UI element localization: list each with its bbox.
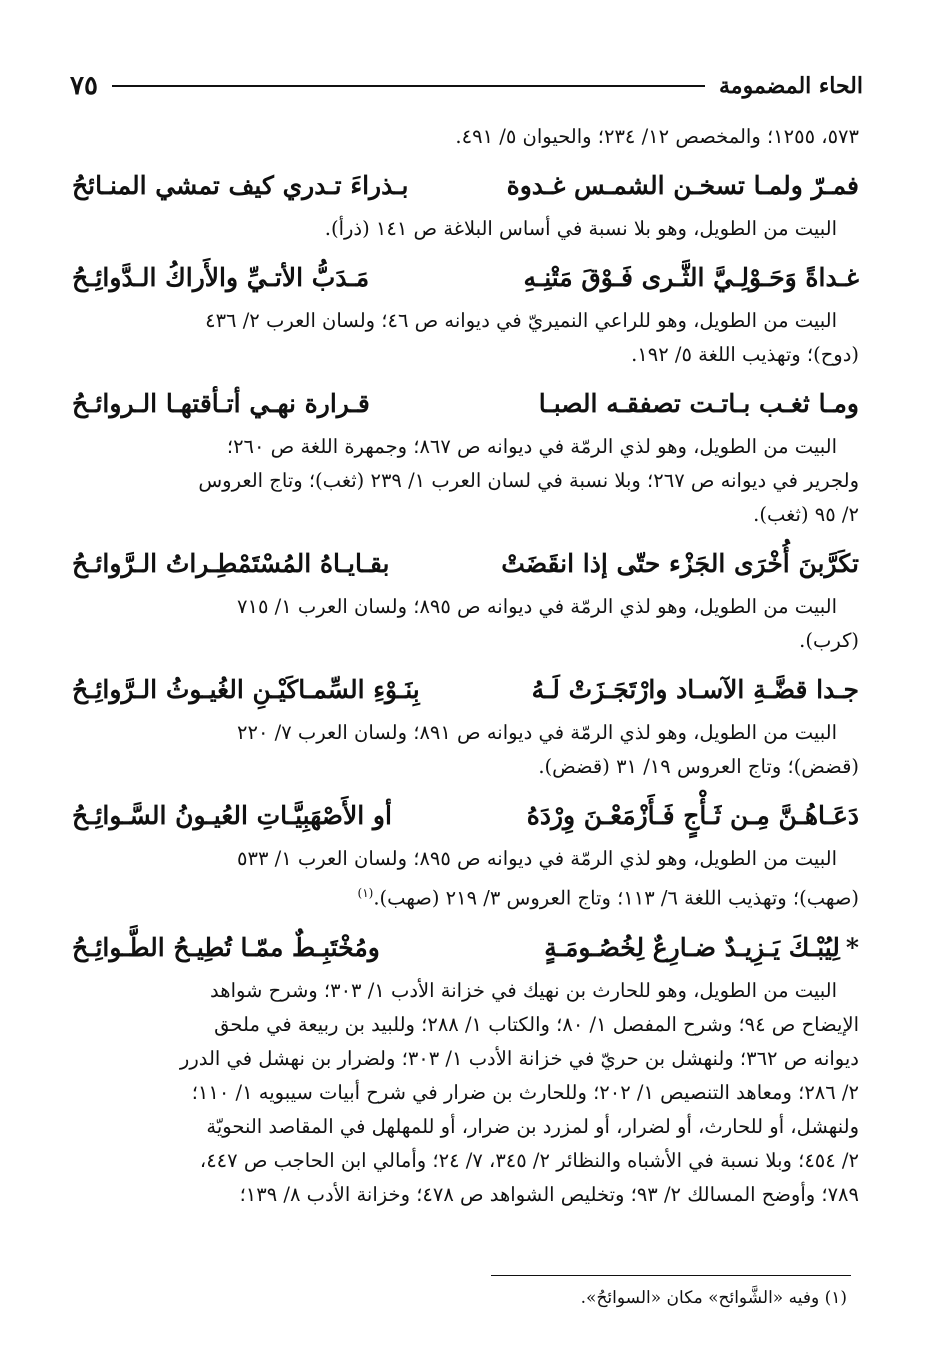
footnote-rule: [491, 1275, 851, 1276]
verse-hemistich-left: بقـايـاهُ المُسْتَمْطِـراتُ الـرَّوائـحُ: [72, 549, 390, 578]
verse-line: [72, 166, 859, 206]
verse-line: [72, 928, 859, 968]
verse-hemistich-right: تكَرَّبنَ أُخْرَى الجَزْء حتّى إذا انقَضَتْ: [501, 549, 859, 578]
star-marker: *: [845, 932, 859, 962]
verse-line: [72, 258, 859, 298]
reference-line: البيت من الطويل، وهو للحارث بن نهيك في خزانة الأدب ١/ ٣٠٣؛ وشرح شواهد: [210, 978, 837, 1002]
reference-line: البيت من الطويل، وهو لذي الرمّة في ديوانه ص ٨٦٧؛ وجمهرة اللغة ص ٢٦٠؛: [226, 435, 837, 458]
page-number: ٧٥: [70, 71, 98, 101]
verse-hemistich-left: بـذراءَ تـدري كيف تمشي المنـائحُ: [72, 171, 409, 200]
verse-line: [72, 796, 859, 836]
reference-text: (صهب)؛ وتهذيب اللغة ٦/ ١١٣؛ وتاج العروس ٣/ ٢١٩ (صهب).: [373, 886, 859, 910]
reference-line: البيت من الطويل، وهو للراعي النميريّ في ديوانه ص ٤٦؛ ولسان العرب ٢/ ٤٣٦: [205, 309, 837, 332]
verse-hemistich-left: ومُخْتَبِـطٌ ممّـا تُطِيـحُ الطَّـوائِـحُ: [72, 932, 380, 962]
reference-line: ديوانه ص ٣٦٢؛ ولنهشل بن حريّ في خزانة الأدب ١/ ٣٠٣؛ ولضرار بن نهشل في الدرر: [179, 1046, 859, 1070]
header-rule: [112, 85, 705, 87]
reference-line: (قضض)؛ وتاج العروس ١٩/ ٣١ (قضض).: [538, 755, 859, 778]
footnote: (١) وفيه «الشَّوائح» مكان «السوائحُ».: [580, 1288, 847, 1308]
reference-line: (كرب).: [799, 629, 859, 652]
verse-hemistich-left: قـرارة نهـي أتـأقتهـا الـروائـحُ: [72, 389, 370, 418]
verse-line: [72, 544, 859, 584]
reference-line: البيت من الطويل، وهو لذي الرمّة في ديوانه ص ٨٩١؛ ولسان العرب ٧/ ٢٢٠: [237, 721, 837, 744]
verse-hemistich-left: مَـدَبُّ الأتـيِّ والأَراكُ الـدَّوائِـحُ: [72, 263, 370, 292]
reference-line: ٢/ ٢٨٦؛ ومعاهد التنصيص ١/ ٢٠٢؛ وللحارث بن ضرار في شرح أبيات سيبويه ١/ ١١٠؛: [191, 1080, 859, 1104]
reference-line: ٧٨٩؛ وأوضح المسالك ٢/ ٩٣؛ وتخليص الشواهد ص ٤٧٨؛ وخزانة الأدب ٨/ ١٣٩؛: [239, 1182, 859, 1206]
reference-line: البيت من الطويل، وهو لذي الرمّة في ديوانه ص ٨٩٥؛ ولسان العرب ١/ ٥٣٣: [237, 847, 837, 870]
reference-line: ٢/ ٩٥ (ثغب).: [753, 503, 859, 526]
verse-line: [72, 670, 859, 710]
verse-hemistich-right: جـدا قضَّـةِ الآسـاد وارْتَجَـزَتْ لَـهُ: [531, 675, 859, 704]
reference-line: البيت من الطويل، وهو لذي الرمّة في ديوانه ص ٨٩٥؛ ولسان العرب ١/ ٧١٥: [237, 595, 837, 618]
reference-line: ولنهشل، أو للحارث، أو لضرار، أو لمزرد بن ضرار، أو للمهلهل في المقاصد النحويّة: [206, 1114, 859, 1138]
reference-line: [72, 876, 859, 916]
verse-hemistich-right: غـداةً وَحَـوْلِـيَّ الثَّـرى فَـوْقَ مَتْنِـهِ: [523, 263, 859, 292]
reference-line: ولجرير في ديوانه ص ٢٦٧؛ وبلا نسبة في لسان العرب ١/ ٢٣٩ (ثغب)؛ وتاج العروس: [198, 469, 859, 492]
verse-hemistich-left: بِنَـوْءِ السِّمـاكَيْـنِ الغُيـوثُ الـرَّوائِـحُ: [72, 675, 420, 704]
reference-line: الإيضاح ص ٩٤؛ وشرح المفصل ١/ ٨٠؛ والكتاب ١/ ٢٨٨؛ وللبيد بن ربيعة في ملحق: [214, 1012, 859, 1036]
verse-line: [72, 384, 859, 424]
verse-hemistich-right: ومـا ثغـب بـاتـت تصفقـه الصبـا: [538, 389, 859, 418]
verse-hemistich-right: دَعَـاهُـنَّ مِـن ثَـأْجٍ فَـأَزْمَعْـنَ وِرْدَهُ: [526, 801, 859, 830]
verse-hemistich-right: فمـرّ ولمـا تسخـن الشمـس غـدوة: [506, 171, 859, 200]
continued-reference-line: ٥٧٣، ١٢٥٥؛ والمخصص ١٢/ ٢٣٤؛ والحيوان ٥/ ٤٩١.: [455, 125, 859, 148]
page-header: [70, 66, 863, 106]
reference-line: البيت من الطويل، وهو بلا نسبة في أساس البلاغة ص ١٤١ (ذرأ).: [324, 217, 837, 240]
page-header-title: الحاء المضمومة: [719, 73, 863, 99]
verse-hemistich-left: أو الأَصْهَبِيَّـاتِ العُيـونُ السَّـوائِـحُ: [72, 801, 392, 830]
reference-line: ٢/ ٤٥٤؛ وبلا نسبة في الأشباه والنظائر ٢/ ٣٤٥، ٧/ ٢٤؛ وأمالي ابن الحاجب ص ٤٤٧،: [199, 1148, 859, 1172]
reference-line: (دوح)؛ وتهذيب اللغة ٥/ ١٩٢.: [631, 343, 859, 366]
verse-hemistich-right: [544, 928, 859, 968]
verse-text: لِيُبْـكَ يَـزِيـدٌ ضـارِعٌ لِخُصُـومَـةٍ: [544, 932, 840, 962]
footnote-marker[interactable]: (١): [357, 886, 374, 900]
page-content: [72, 120, 859, 1212]
